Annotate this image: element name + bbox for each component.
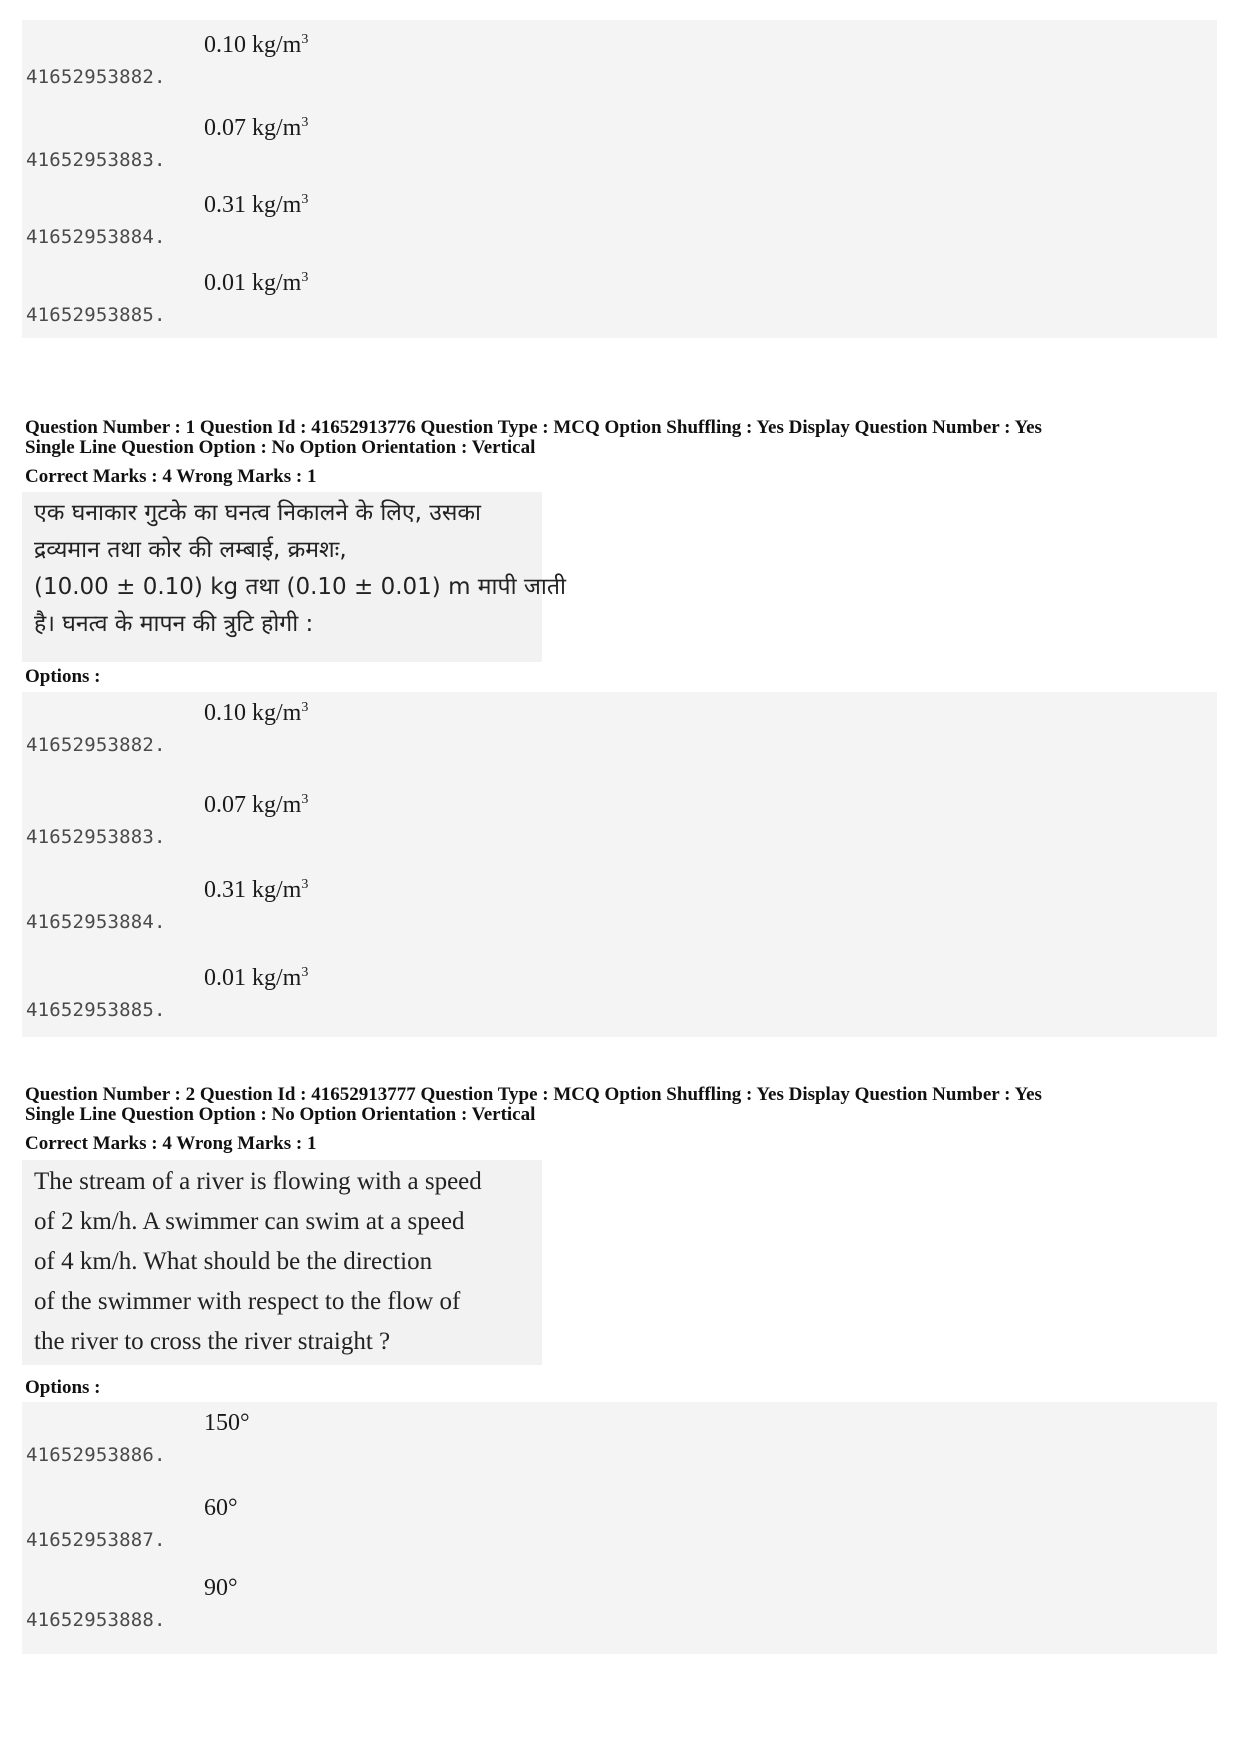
question-meta-2: Single Line Question Option : No Option Orientation : Vertical (25, 437, 536, 458)
question-marks: Correct Marks : 4 Wrong Marks : 1 (25, 1133, 317, 1154)
question-line: the river to cross the river straight ? (34, 1328, 391, 1355)
option-value: 0.01 $kg/m^3$ (204, 965, 309, 991)
question-line: of the swimmer with respect to the flow of (34, 1288, 461, 1315)
question-line: है। घनत्व के मापन की त्रुटि होगी : (34, 611, 314, 637)
option-id: 41652953887. (26, 1529, 166, 1551)
question-line: (10.00 ± 0.10) kg तथा (0.10 ± 0.01) m मापी जाती (34, 574, 566, 600)
question-line: एक घनाकार गुटके का घनत्व निकालने के लिए, उसका (34, 500, 482, 526)
option-id: 41652953884. (26, 911, 166, 933)
question-meta: Question Number : 2 Question Id : 41652913777 Question Type : MCQ Option Shuffling : Yes Display Question Number : Yes (25, 1084, 1042, 1105)
option-id: 41652953885. (26, 304, 166, 326)
question-line: of 4 km/h. What should be the direction (34, 1248, 433, 1275)
option-id: 41652953886. (26, 1444, 166, 1466)
question-text (34, 1162, 549, 1362)
question-line: The stream of a river is flowing with a speed (34, 1168, 482, 1195)
question-meta-2: Single Line Question Option : No Option Orientation : Vertical (25, 1104, 536, 1125)
option-id: 41652953888. (26, 1609, 166, 1631)
option-value: 90° (204, 1575, 238, 1601)
option-row[interactable] (26, 1495, 426, 1555)
question-line: of 2 km/h. A swimmer can swim at a speed (34, 1208, 465, 1235)
question-line: द्रव्यमान तथा कोर की लम्बाई, क्रमशः, (34, 537, 347, 563)
option-row[interactable] (26, 32, 426, 92)
question-text (34, 495, 566, 643)
option-row[interactable] (26, 115, 426, 175)
option-id: 41652953883. (26, 826, 166, 848)
options-label: Options : (25, 666, 101, 687)
option-value: 0.10 $kg/m^3$ (204, 32, 309, 58)
option-row[interactable] (26, 792, 426, 852)
option-value: 0.01 $kg/m^3$ (204, 270, 309, 296)
option-row[interactable] (26, 965, 426, 1025)
option-row[interactable] (26, 877, 426, 937)
option-row[interactable] (26, 270, 426, 330)
option-id: 41652953882. (26, 734, 166, 756)
option-row[interactable] (26, 700, 426, 760)
option-value: 150° (204, 1410, 250, 1436)
option-row[interactable] (26, 1410, 426, 1470)
option-id: 41652953882. (26, 66, 166, 88)
question-marks: Correct Marks : 4 Wrong Marks : 1 (25, 466, 317, 487)
option-row[interactable] (26, 192, 426, 252)
option-value: 0.31 $kg/m^3$ (204, 192, 309, 218)
option-id: 41652953883. (26, 149, 166, 171)
option-value: 0.31 $kg/m^3$ (204, 877, 309, 903)
option-row[interactable] (26, 1575, 426, 1635)
option-value: 60° (204, 1495, 238, 1521)
option-value: 0.07 $kg/m^3$ (204, 115, 309, 141)
options-label: Options : (25, 1377, 101, 1398)
option-value: 0.07 $kg/m^3$ (204, 792, 309, 818)
option-value: 0.10 $kg/m^3$ (204, 700, 309, 726)
question-meta: Question Number : 1 Question Id : 41652913776 Question Type : MCQ Option Shuffling : Yes Display Question Number : Yes (25, 417, 1042, 438)
option-id: 41652953885. (26, 999, 166, 1021)
option-id: 41652953884. (26, 226, 166, 248)
